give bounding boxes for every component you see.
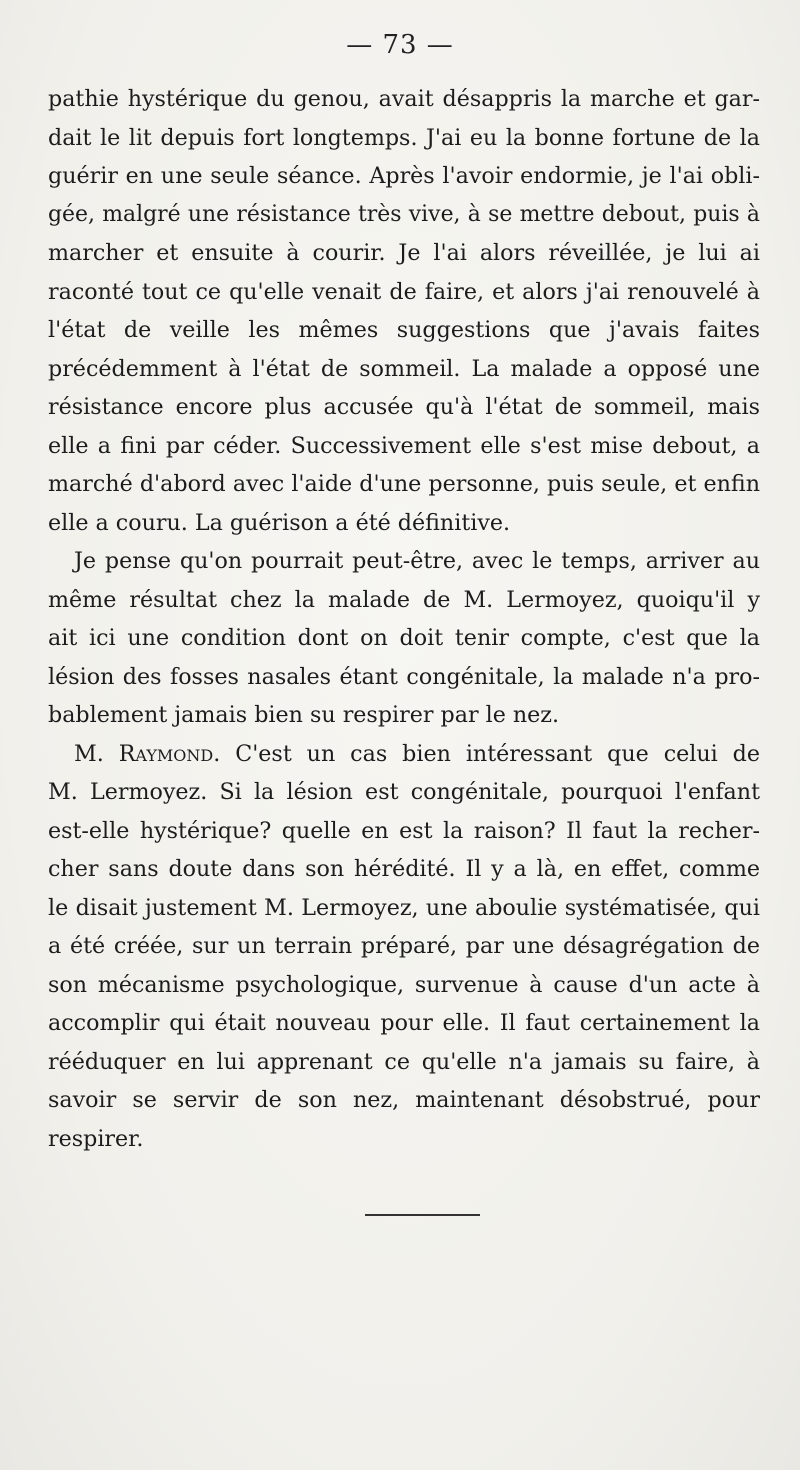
- page-number: — 73 —: [346, 30, 454, 60]
- text-line: pathie hystérique du genou, avait désappris la marche et gar-: [48, 86, 760, 112]
- text-line: précédemment à l'état de sommeil. La malade a opposé une: [48, 355, 760, 382]
- text-line: même résultat chez la malade de M. Lermoyez, quoiqu'il y: [48, 586, 760, 613]
- section-divider: [365, 1214, 480, 1216]
- text-line: ait ici une condition dont on doit tenir compte, c'est que la: [48, 625, 760, 651]
- text-line: raconté tout ce qu'elle venait de faire, et alors j'ai renouvelé à: [48, 278, 760, 305]
- paragraph-2: [48, 542, 760, 735]
- body-text: [48, 80, 760, 1158]
- text-line: bablement jamais bien su respirer par le nez.: [48, 702, 560, 728]
- text-line: rééduquer en lui apprenant ce qu'elle n'a jamais su faire, à: [48, 1048, 760, 1075]
- text-line: résistance encore plus accusée qu'à l'état de sommeil, mais: [48, 394, 760, 420]
- text-line: le disait justement M. Lermoyez, une aboulie systématisée, qui: [48, 894, 760, 921]
- text-line: dait le lit depuis fort longtemps. J'ai eu la bonne fortune de la: [48, 124, 760, 151]
- paragraph-3: [48, 735, 760, 1159]
- text-line: Je pense qu'on pourrait peut-être, avec le temps, arriver au: [74, 548, 760, 574]
- text-line: guérir en une seule séance. Après l'avoir endormie, je l'ai obli-: [48, 163, 760, 189]
- text-line: accomplir qui était nouveau pour elle. Il faut certainement la: [48, 1010, 760, 1036]
- text-line: est-elle hystérique? quelle en est la raison? Il faut la recher-: [48, 817, 760, 844]
- speaker-name: Raymond: [118, 740, 214, 767]
- text-line: marché d'abord avec l'aide d'une personne, puis seule, et enfin: [48, 471, 760, 497]
- text-line: cher sans doute dans son hérédité. Il y a là, en effet, comme: [48, 856, 760, 882]
- text-line: marcher et ensuite à courir. Je l'ai alors réveillée, je lui ai: [48, 240, 760, 266]
- text-line: l'état de veille les mêmes suggestions que j'avais faites: [48, 317, 760, 343]
- text-line: elle a fini par céder. Successivement elle s'est mise debout, a: [48, 432, 760, 459]
- speaker-line: [48, 735, 760, 774]
- text-line: son mécanisme psychologique, survenue à cause d'un acte à: [48, 971, 760, 998]
- text-line: savoir se servir de son nez, maintenant désobstrué, pour: [48, 1087, 760, 1113]
- paragraph-1: [48, 80, 760, 542]
- text-line: lésion des fosses nasales étant congénitale, la malade n'a pro-: [48, 663, 760, 690]
- text-line: gée, malgré une résistance très vive, à se mettre debout, puis à: [48, 201, 760, 227]
- speaker-prefix: M.: [74, 740, 119, 767]
- text-line: elle a couru. La guérison a été définitive.: [48, 509, 511, 536]
- text-line: a été créée, sur un terrain préparé, par une désagrégation de: [48, 933, 760, 959]
- speaker-line-rest: . C'est un cas bien intéressant que celui de: [213, 740, 760, 767]
- text-line: respirer.: [48, 1125, 144, 1152]
- text-line: M. Lermoyez. Si la lésion est congénitale, pourquoi l'enfant: [48, 779, 760, 805]
